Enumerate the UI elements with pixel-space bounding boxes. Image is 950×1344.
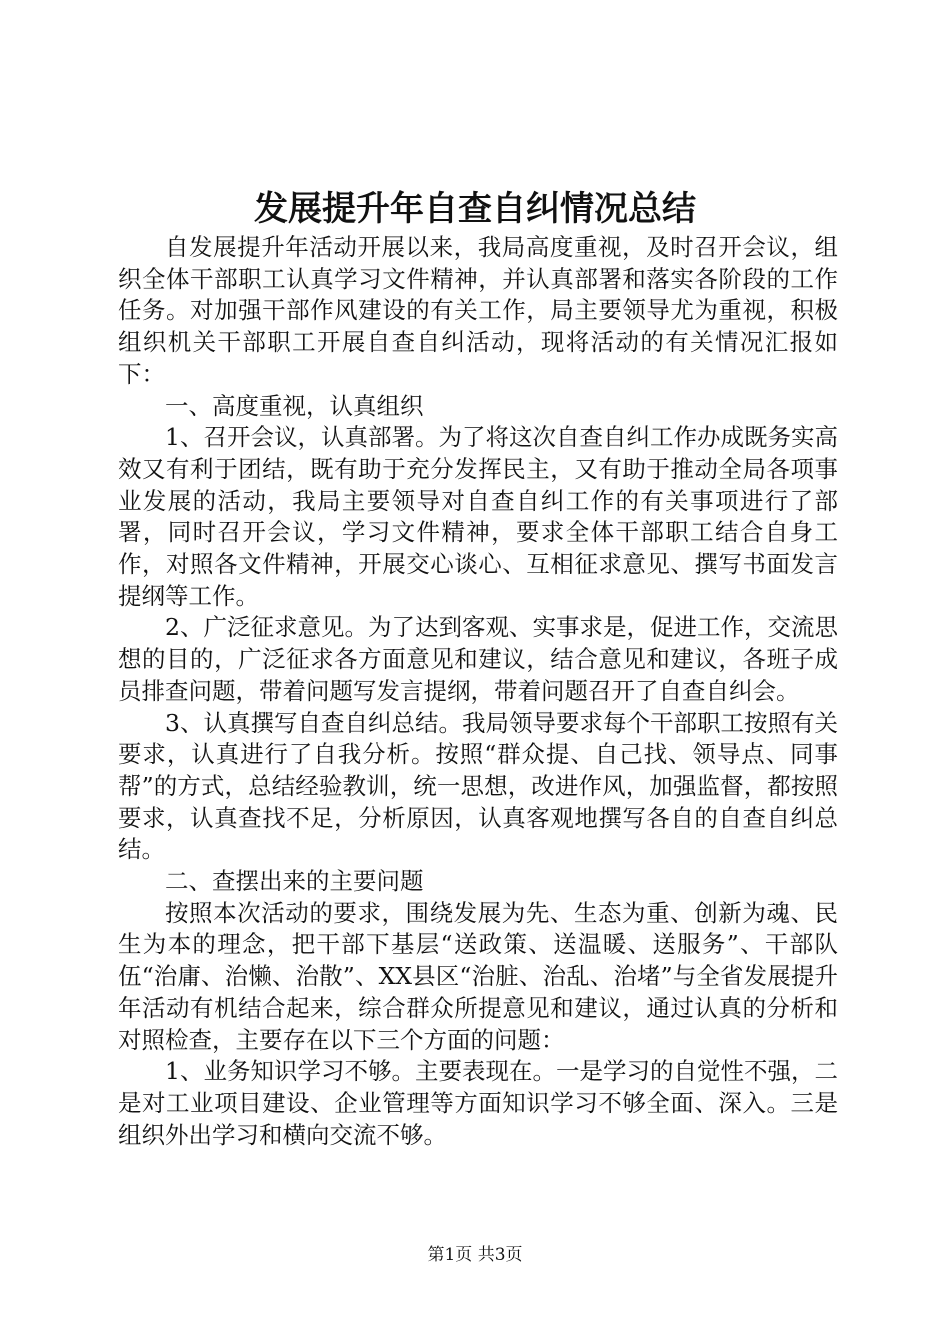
- page-number-footer: 第1页 共3页: [427, 1245, 523, 1265]
- section-heading-2: 二、查摆出来的主要问题: [165, 867, 424, 896]
- paragraph-item-3: 3、认真撰写自查自纠总结。我局领导要求每个干部职工按照有关要求，认真进行了自我分析。按照“群众提、自己找、领导点、同事帮”的方式，总结经验教训，统一思想，改进作风，加强监督，都按照要求，认真查找不足，分析原因，认真客观地撰写各自的自查自纠总结。: [118, 708, 838, 864]
- document-title: 发展提升年自查自纠情况总结: [254, 189, 696, 229]
- paragraph-item-2: 2、广泛征求意见。为了达到客观、实事求是，促进工作，交流思想的目的，广泛征求各方面意见和建议，结合意见和建议，各班子成员排查问题，带着问题写发言提纲，带着问题召开了自查自纠会。: [118, 613, 838, 705]
- section-heading-1: 一、高度重视，认真组织: [165, 391, 424, 420]
- problem-item-1: 1、业务知识学习不够。主要表现在。一是学习的自觉性不强，二是对工业项目建设、企业管理等方面知识学习不够全面、深入。三是组织外出学习和横向交流不够。: [118, 1057, 838, 1149]
- section-2-intro-paragraph: 按照本次活动的要求，围绕发展为先、生态为重、创新为魂、民生为本的理念，把干部下基层“送政策、送温暖、送服务”、干部队伍“治庸、治懒、治散”、XX县区“治脏、治乱、治堵”与全省发展提升年活动有机结合起来，综合群众所提意见和建议，通过认真的分析和对照检查，主要存在以下三个方面的问题：: [118, 898, 838, 1054]
- intro-paragraph: 自发展提升年活动开展以来，我局高度重视，及时召开会议，组织全体干部职工认真学习文件精神，并认真部署和落实各阶段的工作任务。对加强干部作风建设的有关工作，局主要领导尤为重视，积极组织机关干部职工开展自查自纠活动，现将活动的有关情况汇报如下：: [118, 233, 838, 388]
- paragraph-item-1: 1、召开会议，认真部署。为了将这次自查自纠工作办成既务实高效又有利于团结，既有助于充分发挥民主，又有助于推动全局各项事业发展的活动，我局主要领导对自查自纠工作的有关事项进行了部署，同时召开会议，学习文件精神，要求全体干部职工结合自身工作，对照各文件精神，开展交心谈心、互相征求意见、撰写书面发言提纲等工作。: [118, 423, 838, 610]
- document-body: [118, 232, 838, 1151]
